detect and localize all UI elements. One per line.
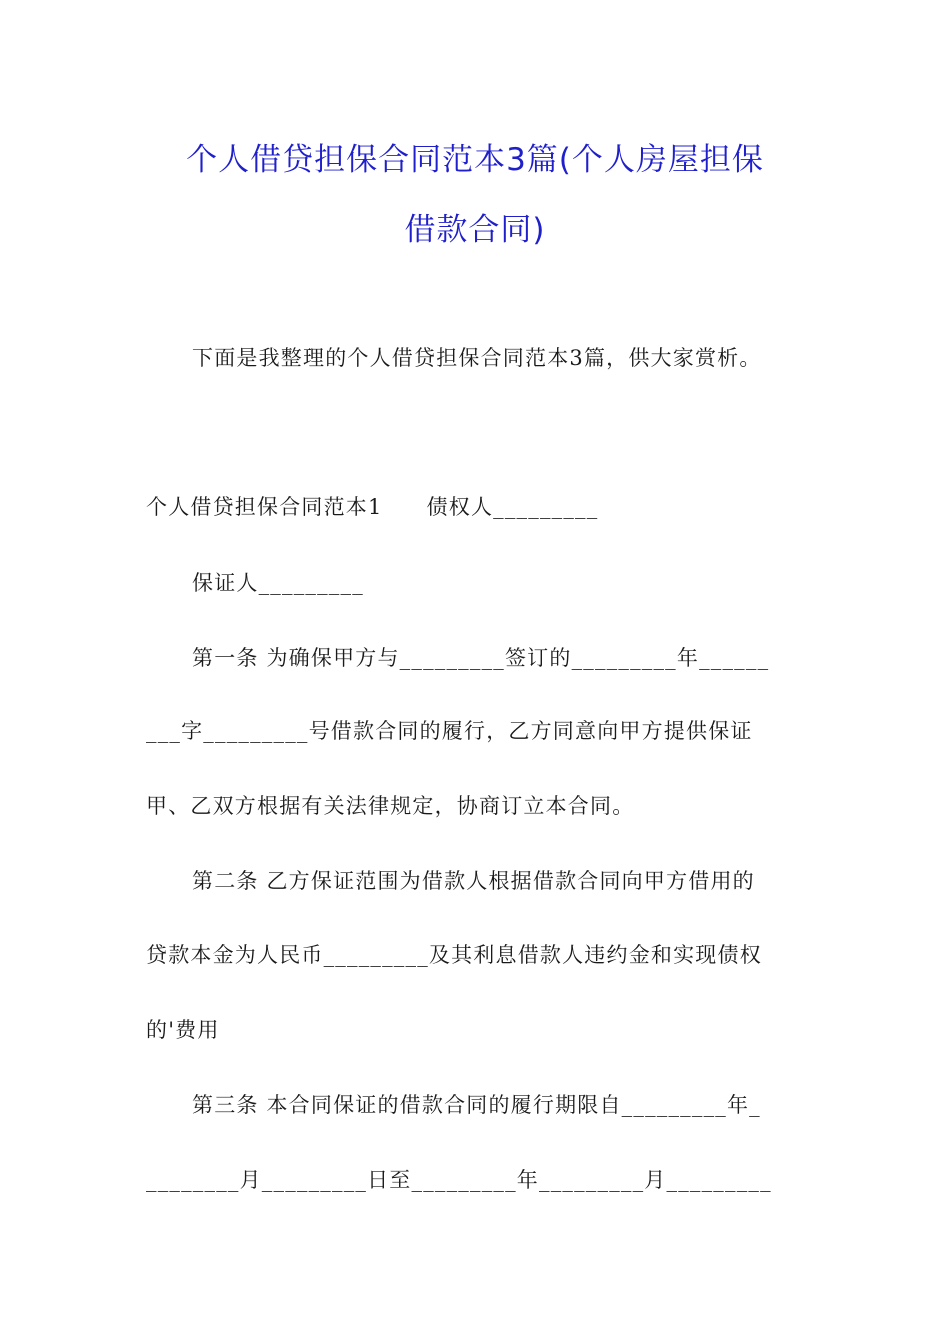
article-2-line: 贷款本金为人民币_________及其利息借款人违约金和实现债权 <box>146 943 762 967</box>
article-3-line: ________月_________日至_________年_________月_________ <box>146 1168 772 1192</box>
section-1-heading: 个人借贷担保合同范本1 <box>146 495 383 519</box>
intro-paragraph: 下面是我整理的个人借贷担保合同范本3篇，供大家赏析。 <box>192 346 762 370</box>
document-title-line-2: 借款合同) <box>404 212 546 248</box>
guarantor-field: 保证人_________ <box>192 571 364 595</box>
article-1-line: 甲、乙双方根据有关法律规定，协商订立本合同。 <box>146 794 635 818</box>
document-title-line-1: 个人借贷担保合同范本3篇(个人房屋担保 <box>186 142 764 178</box>
article-1-line: 第一条 为确保甲方与_________签订的_________年______ <box>192 646 770 670</box>
article-2-line: 第二条 乙方保证范围为借款人根据借款合同向甲方借用的 <box>192 869 755 893</box>
article-3-line: 第三条 本合同保证的借款合同的履行期限自_________年_ <box>192 1093 761 1117</box>
article-2-line: 的'费用 <box>146 1018 220 1042</box>
section-1-heading-line <box>146 497 598 518</box>
creditor-field: 债权人_________ <box>426 495 599 519</box>
article-1-line: ___字_________号借款合同的履行，乙方同意向甲方提供保证 <box>146 719 753 743</box>
